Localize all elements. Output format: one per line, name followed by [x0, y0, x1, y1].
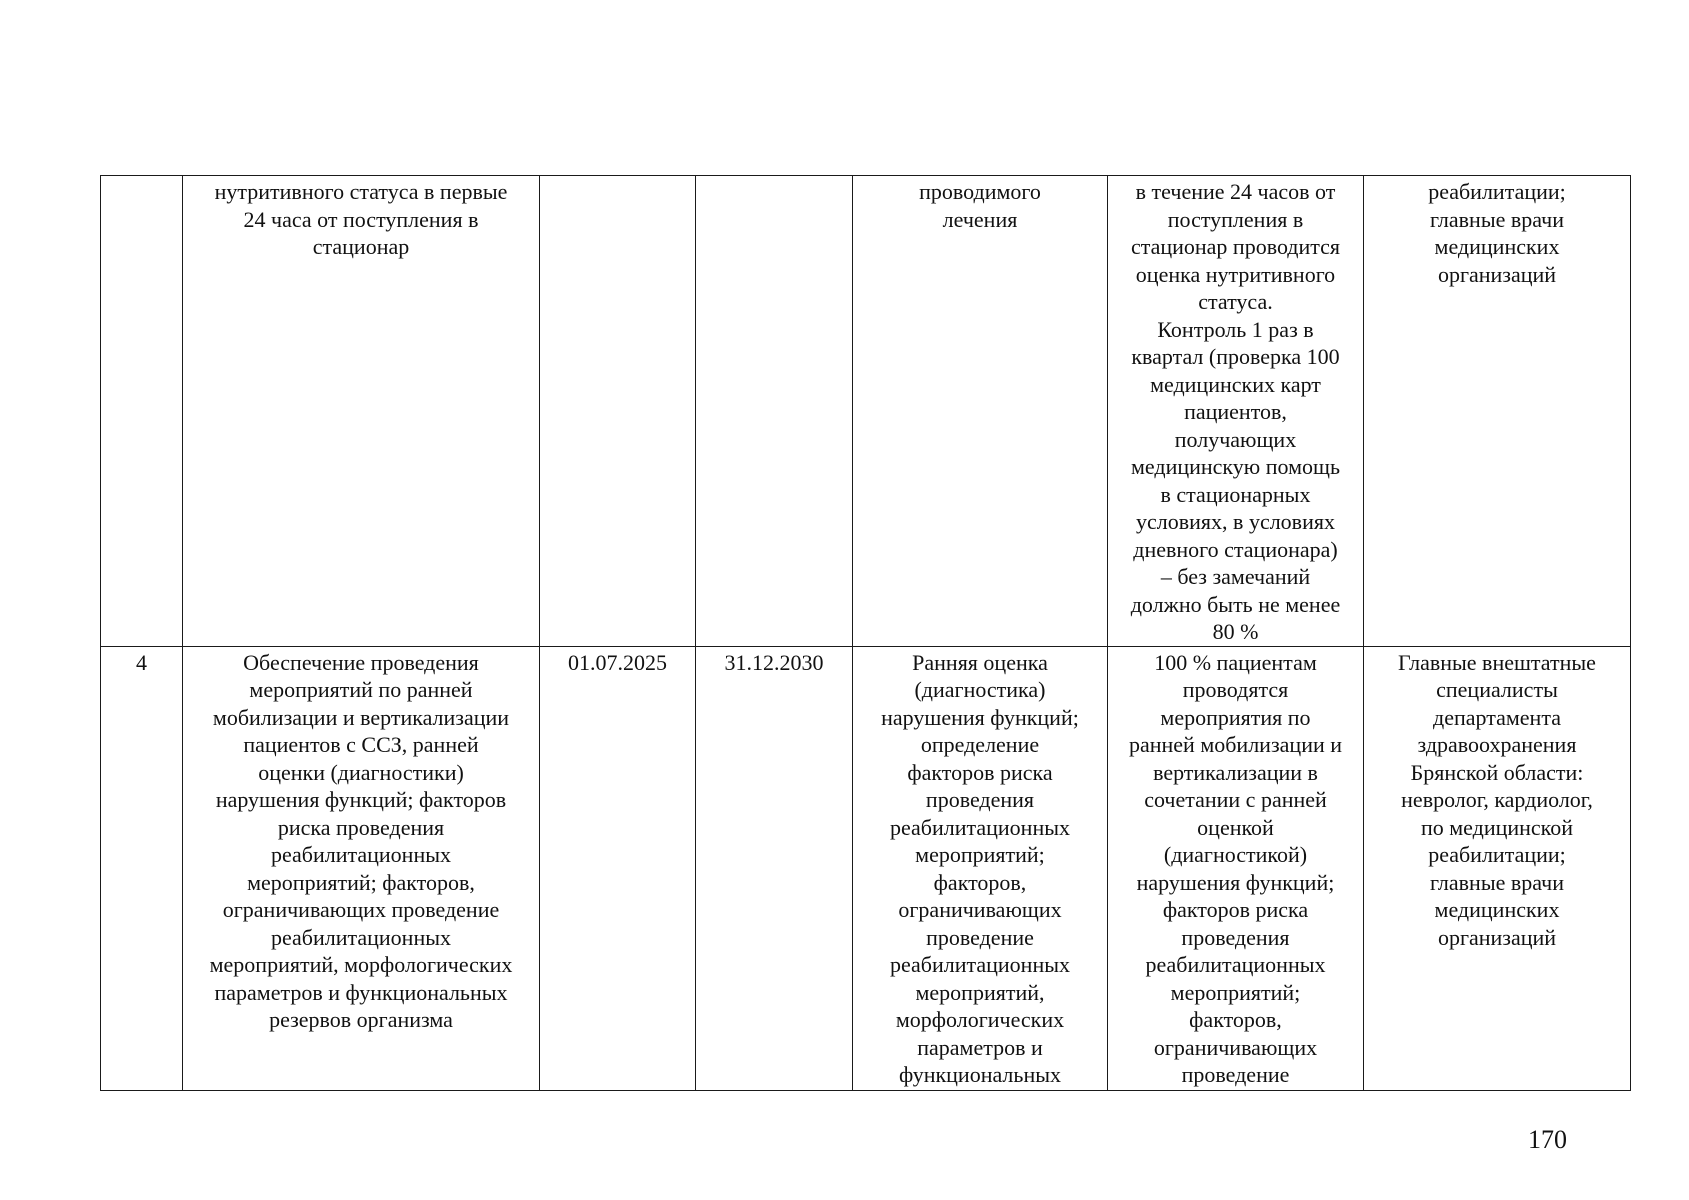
table-row [101, 646, 1631, 1090]
cell-result: проводимого лечения [853, 176, 1108, 647]
cell-start-date: 01.07.2025 [540, 646, 696, 1090]
cell-number: 4 [101, 646, 183, 1090]
cell-start-date [540, 176, 696, 647]
cell-result: Ранняя оценка (диагностика) нарушения функций; определение факторов риска проведения реабилитационных мероприятий; факторов, ограничивающих проведение реабилитационных мероприятий, морфологических параметров и функциональных [853, 646, 1108, 1090]
page-number: 170 [1528, 1125, 1567, 1154]
cell-measure: нутритивного статуса в первые 24 часа от поступления в стационар [183, 176, 540, 647]
cell-measure: Обеспечение проведения мероприятий по ранней мобилизации и вертикализации пациентов с ССЗ, ранней оценки (диагностики) нарушения функций; факторов риска проведения реабилитационных мероприятий; факторов, ограничивающих проведение реабилитационных мероприятий, морфологических параметров и функциональных резервов организма [183, 646, 540, 1090]
cell-number [101, 176, 183, 647]
table-row [101, 176, 1631, 647]
cell-end-date [696, 176, 853, 647]
cell-end-date: 31.12.2030 [696, 646, 853, 1090]
measures-table [100, 175, 1631, 1091]
cell-indicator: 100 % пациентам проводятся мероприятия по ранней мобилизации и вертикализации в сочетании с ранней оценкой (диагностикой) нарушения функций; факторов риска проведения реабилитационных мероприятий; факторов, ограничивающих проведение [1108, 646, 1364, 1090]
cell-responsible: реабилитации; главные врачи медицинских организаций [1364, 176, 1631, 647]
cell-responsible: Главные внештатные специалисты департамента здравоохранения Брянской области: невролог, кардиолог, по медицинской реабилитации; главные врачи медицинских организаций [1364, 646, 1631, 1090]
cell-indicator: в течение 24 часов от поступления в стационар проводится оценка нутритивного статуса. Контроль 1 раз в квартал (проверка 100 медицинских карт пациентов, получающих медицинскую помощь в стационарных условиях, в условиях дневного стационара) – без замечаний должно быть не менее 80 % [1108, 176, 1364, 647]
